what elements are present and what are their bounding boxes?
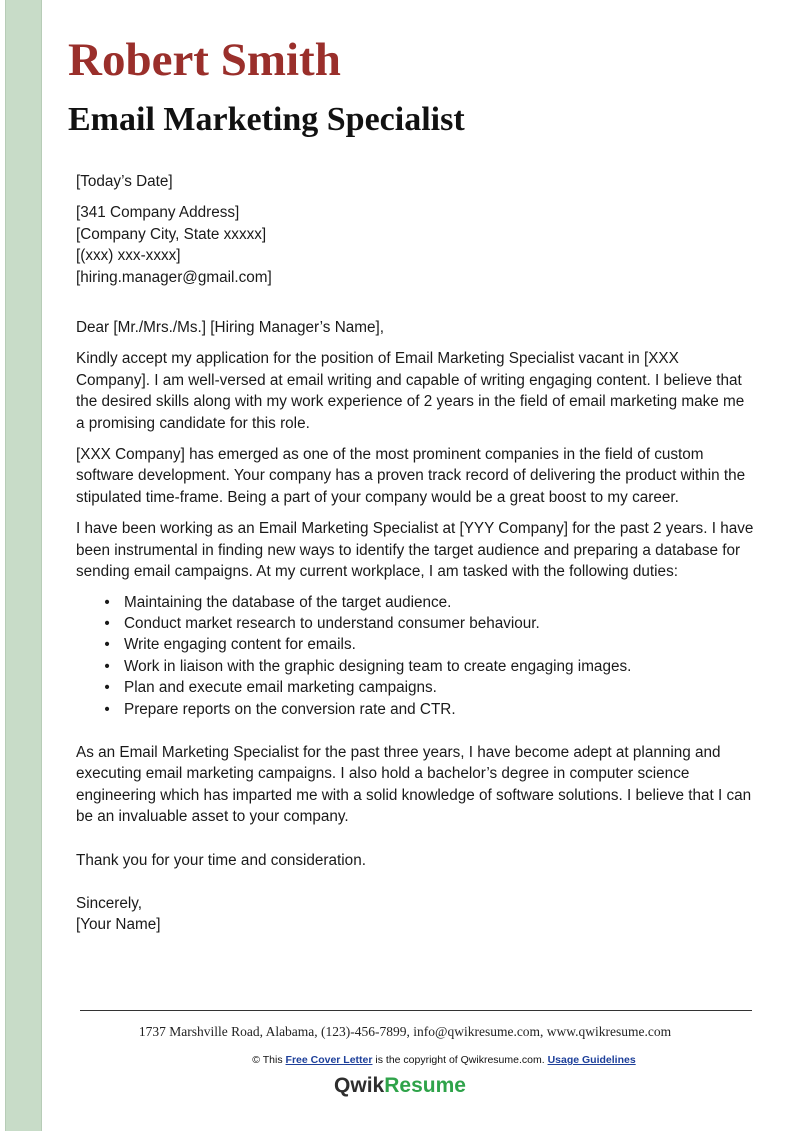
bullet-icon: • (104, 636, 110, 654)
list-item: • Write engaging content for emails. (76, 634, 756, 655)
address-line: [341 Company Address] (76, 204, 240, 222)
signature-name: [Your Name] (76, 916, 161, 934)
sign-off: Sincerely, (76, 894, 143, 912)
bullet-icon: • (104, 657, 110, 675)
bullet-icon: • (104, 593, 110, 611)
letter-date: [Today’s Date] (76, 173, 173, 190)
list-item: • Plan and execute email marketing campaigns. (76, 677, 756, 698)
qwikresume-logo: QwikResume (334, 1074, 466, 1097)
applicant-name: Robert Smith (68, 34, 341, 86)
address-line: [hiring.manager@gmail.com] (76, 268, 272, 286)
recipient-address (76, 202, 756, 288)
footer-contact: 1737 Marshville Road, Alabama, (123)-456-7899, info@qwikresume.com, www.qwikresume.com (138, 1024, 672, 1039)
duties-list (76, 592, 756, 720)
list-item: • Prepare reports on the conversion rate and CTR. (76, 699, 756, 720)
letter-body (76, 171, 756, 936)
paragraph-experience: I have been working as an Email Marketing Specialist at [YYY Company] for the past 2 years. I have been instrumental in finding new ways to identify the target audience and preparing a database for sending email campaigns. At my current workplace, I am tasked with the following duties: (76, 520, 754, 581)
list-item: • Maintaining the database of the target audience. (76, 592, 756, 613)
signature-block (76, 893, 756, 936)
footer-divider (80, 1010, 752, 1011)
list-item: • Work in liaison with the graphic designing team to create engaging images. (76, 656, 756, 677)
decorative-side-bar (5, 0, 42, 1131)
list-item: • Conduct market research to understand consumer behaviour. (76, 613, 756, 634)
copyright-notice: © This Free Cover Letter is the copyright of Qwikresume.com. Usage Guidelines (252, 1054, 636, 1066)
bullet-icon: • (104, 679, 110, 697)
address-line: [Company City, State xxxxx] (76, 225, 267, 243)
thanks-line: Thank you for your time and consideration. (76, 851, 366, 869)
salutation: Dear [Mr./Mrs./Ms.] [Hiring Manager’s Name], (76, 319, 384, 337)
usage-guidelines-link[interactable]: Usage Guidelines (547, 1054, 636, 1066)
paragraph-intro: Kindly accept my application for the position of Email Marketing Specialist vacant in [XXX Company]. I am well-versed at email writing and capable of writing engaging content. I believe that the desired skills along with my work experience of 2 years in the field of email marketing make me a promising candidate for this role. (76, 350, 745, 432)
job-title: Email Marketing Specialist (68, 101, 465, 138)
bullet-icon: • (104, 700, 110, 718)
paragraph-closing: As an Email Marketing Specialist for the past three years, I have become adept at planning and executing email marketing campaigns. I also hold a bachelor’s degree in computer science engineering which has imparted me with a solid knowledge of software solutions. I believe that I can be an invaluable asset to your company. (76, 743, 752, 826)
free-cover-letter-link[interactable]: Free Cover Letter (285, 1054, 373, 1066)
paragraph-company: [XXX Company] has emerged as one of the most prominent companies in the field of custom software development. Your company has a proven track record of delivering the product within the stipulated time-frame. Being a part of your company would be a great boost to my career. (76, 446, 746, 506)
address-line: [(xxx) xxx-xxxx] (76, 247, 181, 265)
bullet-icon: • (104, 614, 110, 632)
